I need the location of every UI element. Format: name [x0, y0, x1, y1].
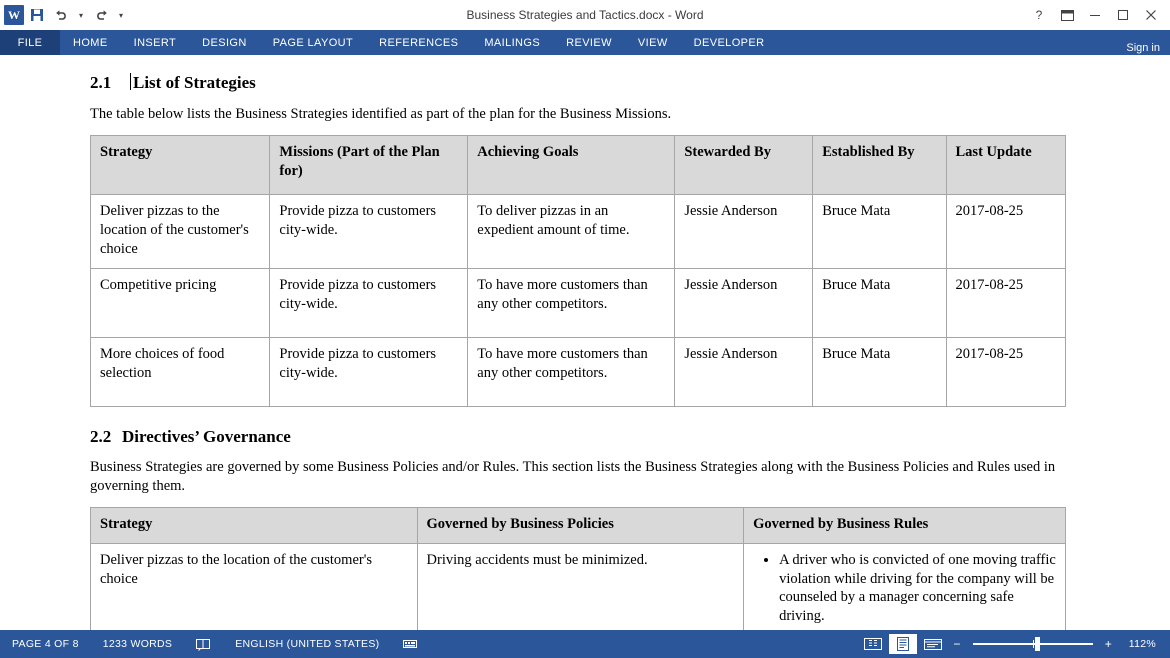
governance-table: [90, 507, 1066, 630]
heading-2-2: [90, 427, 1066, 447]
macro-icon: [403, 638, 418, 650]
heading-2-1-text: List of Strategies: [133, 73, 256, 92]
tab-insert[interactable]: INSERT: [133, 36, 177, 49]
col-governed-by-rules: Governed by Business Rules: [744, 507, 1066, 543]
cell-missions: Provide pizza to customers city-wide.: [270, 337, 468, 406]
proofing-book-icon: [196, 638, 211, 651]
print-layout-icon[interactable]: [889, 634, 917, 654]
window-controls: [1026, 4, 1170, 26]
title-bar: [0, 0, 1170, 30]
table-row: [91, 543, 1066, 630]
minimize-button[interactable]: [1082, 4, 1108, 26]
zoom-slider[interactable]: [973, 636, 1093, 652]
col-established-by: Established By: [813, 136, 946, 195]
zoom-thumb[interactable]: [1035, 637, 1040, 651]
list-item: • A driver who is convicted of one moving traffic violation while driving for the company will be counseled by a manager concerning safe driving.: [779, 551, 1056, 626]
cell-rules: [744, 543, 1066, 630]
cell-last-update: 2017-08-25: [946, 337, 1065, 406]
cell-established-by: Bruce Mata: [813, 268, 946, 337]
customize-quick-access-icon[interactable]: ▾: [118, 10, 123, 20]
rules-list: [753, 551, 1056, 626]
strategies-table: [90, 135, 1066, 407]
tab-references[interactable]: REFERENCES: [379, 36, 459, 49]
word-app-icon: W: [4, 5, 24, 25]
heading-2-1-number: 2.1: [90, 73, 112, 92]
cell-achieving-goals: To deliver pizzas in an expedient amount of time.: [468, 195, 675, 269]
cell-stewarded-by: Jessie Anderson: [675, 268, 813, 337]
col-governed-by-policies: Governed by Business Policies: [417, 507, 744, 543]
status-bar-right: [859, 634, 1170, 654]
cell-stewarded-by: Jessie Anderson: [675, 337, 813, 406]
status-bar: [0, 630, 1170, 658]
tab-file[interactable]: FILE: [0, 30, 60, 55]
cell-established-by: Bruce Mata: [813, 337, 946, 406]
macro-record-icon[interactable]: [391, 638, 430, 650]
cell-missions: Provide pizza to customers city-wide.: [270, 268, 468, 337]
sign-in-link[interactable]: Sign in: [1126, 42, 1160, 54]
document-page: [0, 55, 1170, 630]
tab-mailings[interactable]: MAILINGS: [484, 36, 541, 49]
table-row: [91, 268, 1066, 337]
col-strategy: Strategy: [91, 507, 418, 543]
zoom-level[interactable]: 112%: [1128, 638, 1156, 650]
col-missions: Missions (Part of the Plan for): [270, 136, 468, 195]
cell-stewarded-by: Jessie Anderson: [675, 195, 813, 269]
table-row: [91, 195, 1066, 269]
web-layout-icon[interactable]: [919, 634, 947, 654]
cell-missions: Provide pizza to customers city-wide.: [270, 195, 468, 269]
redo-icon[interactable]: [90, 4, 112, 26]
text-cursor: [130, 73, 131, 90]
zoom-out-button[interactable]: −: [953, 637, 961, 651]
close-button[interactable]: [1138, 4, 1164, 26]
maximize-button[interactable]: [1110, 4, 1136, 26]
zoom-midpoint-tick: [1033, 640, 1034, 648]
cell-policies: Driving accidents must be minimized.: [417, 543, 744, 630]
help-button[interactable]: ?: [1035, 8, 1043, 22]
ribbon-tab-bar: [0, 30, 1170, 55]
cell-last-update: 2017-08-25: [946, 268, 1065, 337]
cell-strategy: More choices of food selection: [91, 337, 270, 406]
paragraph-2-1-intro: The table below lists the Business Strategies identified as part of the plan for the Business Missions.: [90, 106, 672, 122]
undo-dropdown-icon[interactable]: ▾: [78, 10, 83, 20]
col-achieving-goals: Achieving Goals: [468, 136, 675, 195]
document-canvas[interactable]: [0, 55, 1170, 630]
paragraph-2-2-intro: Business Strategies are governed by some Business Policies and/or Rules. This section lists the Business Strategies along with the Business Policies and Rules used in governing them.: [90, 458, 1056, 494]
col-stewarded-by: Stewarded By: [675, 136, 813, 195]
cell-achieving-goals: To have more customers than any other competitors.: [468, 337, 675, 406]
tab-view[interactable]: VIEW: [637, 36, 668, 49]
heading-2-2-text: Directives’ Governance: [122, 426, 291, 446]
cell-established-by: Bruce Mata: [813, 195, 946, 269]
language-indicator[interactable]: ENGLISH (UNITED STATES): [235, 638, 380, 650]
table-row: [91, 337, 1066, 406]
col-strategy: Strategy: [91, 136, 270, 195]
zoom-in-button[interactable]: +: [1104, 637, 1112, 651]
read-mode-icon[interactable]: [859, 634, 887, 654]
page-indicator[interactable]: PAGE 4 OF 8: [12, 638, 79, 650]
proofing-errors-icon[interactable]: [184, 638, 223, 651]
cell-strategy: Deliver pizzas to the location of the customer's choice: [91, 195, 270, 269]
cell-achieving-goals: To have more customers than any other competitors.: [468, 268, 675, 337]
tab-design[interactable]: DESIGN: [202, 36, 247, 49]
table-header-row: [91, 507, 1066, 543]
undo-icon[interactable]: [50, 4, 72, 26]
quick-access-toolbar: [0, 4, 128, 26]
cell-strategy: Competitive pricing: [91, 268, 270, 337]
tab-page-layout[interactable]: PAGE LAYOUT: [272, 36, 354, 49]
heading-2-2-number: 2.2: [90, 426, 112, 446]
cell-last-update: 2017-08-25: [946, 195, 1065, 269]
heading-2-1: [90, 73, 1066, 93]
save-icon[interactable]: [26, 4, 48, 26]
window-title: Business Strategies and Tactics.docx - Word: [466, 8, 704, 22]
tab-developer[interactable]: DEVELOPER: [693, 36, 765, 49]
tab-review[interactable]: REVIEW: [566, 36, 612, 49]
cell-strategy: Deliver pizzas to the location of the customer's choice: [91, 543, 418, 630]
tab-home[interactable]: HOME: [73, 36, 108, 49]
table-header-row: [91, 136, 1066, 195]
ribbon-display-options-button[interactable]: [1054, 4, 1080, 26]
col-last-update: Last Update: [946, 136, 1065, 195]
word-count[interactable]: 1233 WORDS: [102, 638, 173, 650]
